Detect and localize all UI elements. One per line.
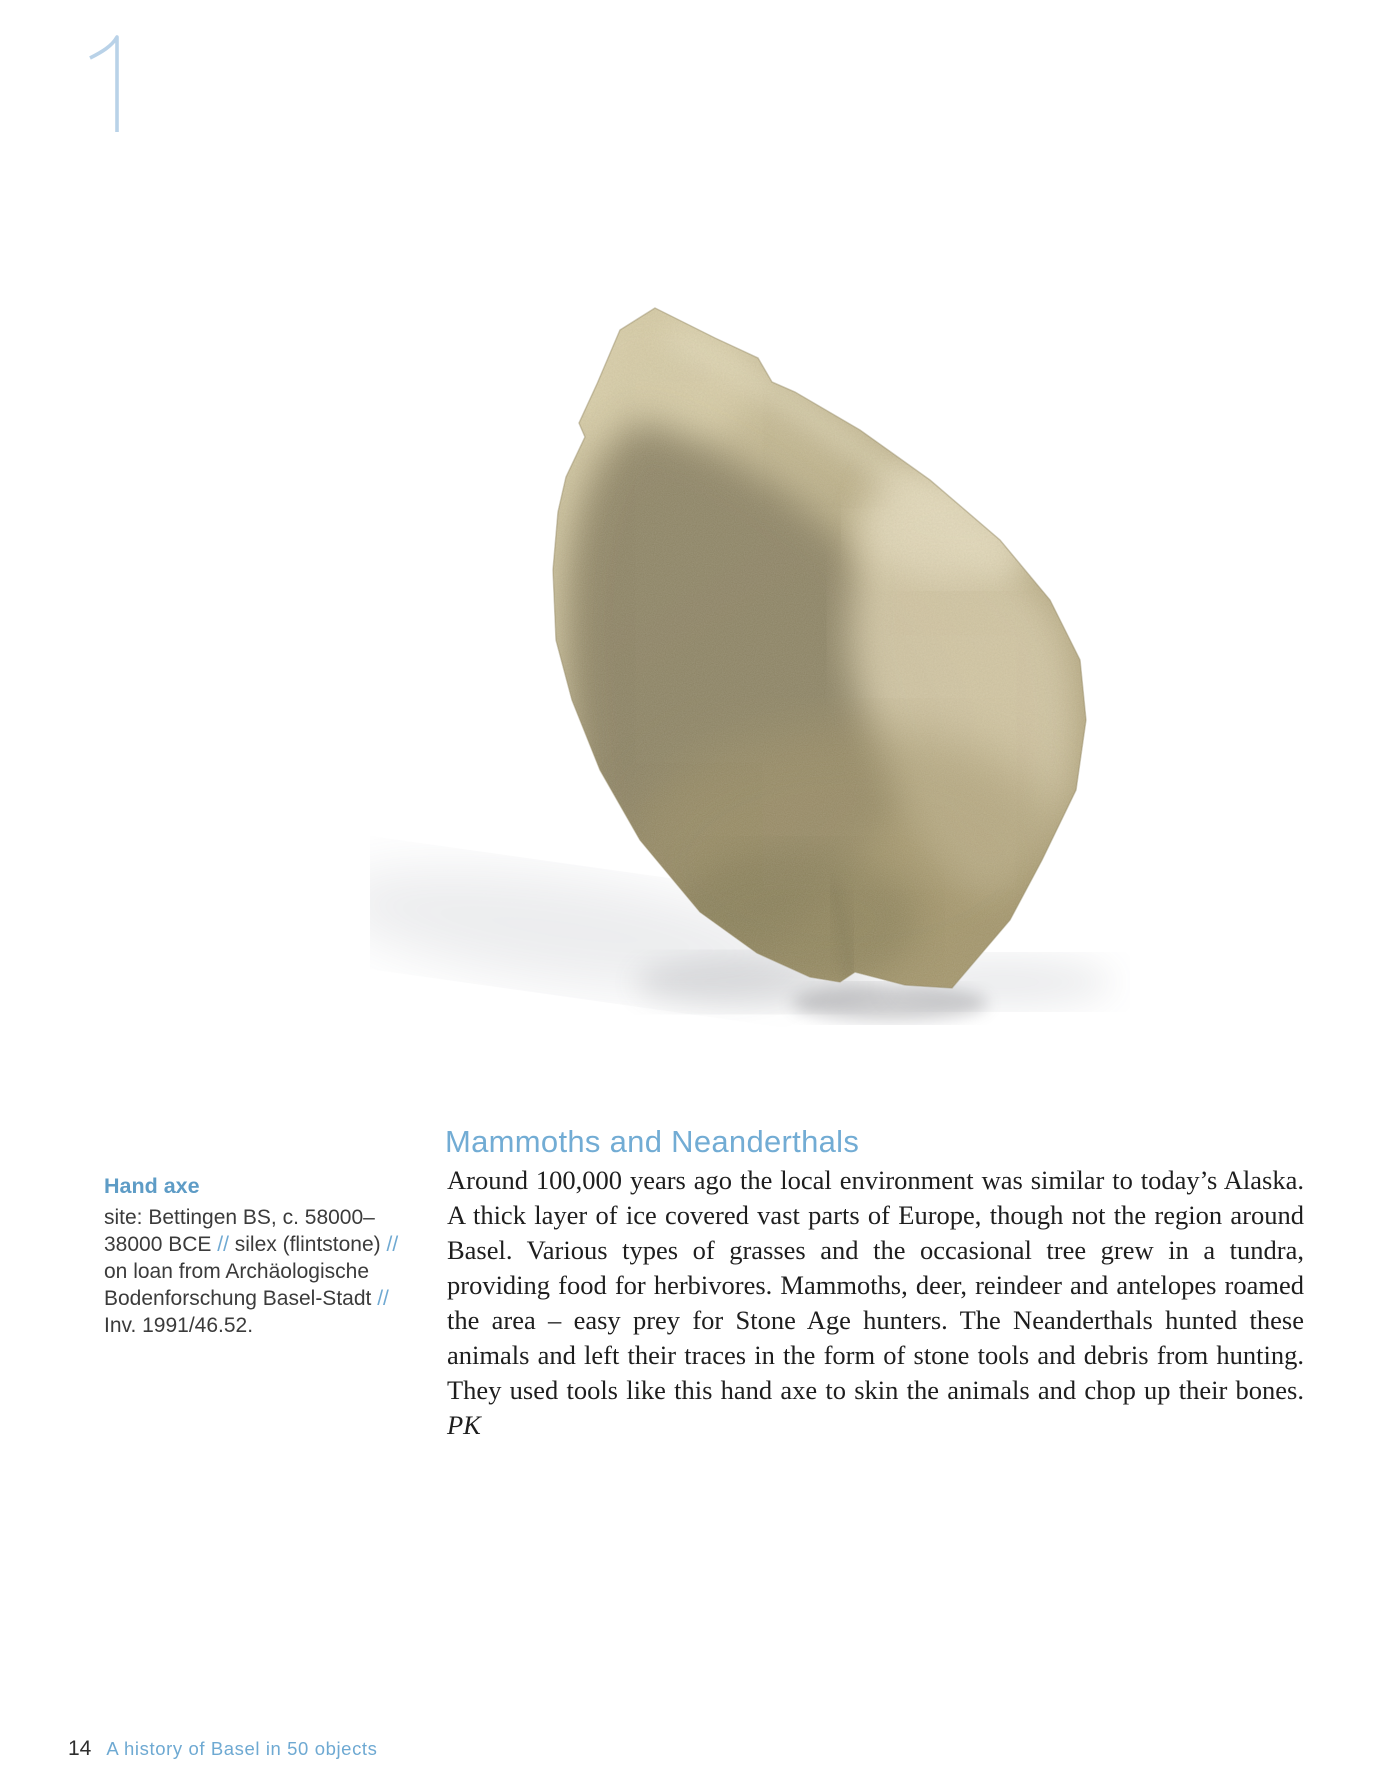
article-heading: Mammoths and Neanderthals (445, 1124, 860, 1159)
caption-line: site: Bettingen BS, c. 58000– (104, 1206, 375, 1229)
page-footer (68, 1737, 378, 1761)
chapter-number (82, 30, 132, 142)
article-body-text: Around 100,000 years ago the local environment was similar to today’s Alaska. A thick layer of ice covered vast parts of Europe, though not the region around Basel. Various types of grasses and the occasional tree grew in a tundra, providing food for herbivores. Mammoths, deer, reindeer and antelopes roamed the area – easy prey for Stone Age hunters. The Neanderthals hunted these animals and left their traces in the form of stone tools and debris from hunting. They used tools like this hand axe to skin the animals and chop up their bones. (447, 1165, 1304, 1405)
author-initials: PK (447, 1410, 481, 1440)
object-caption (104, 1174, 404, 1339)
caption-line: Inv. 1991/46.52. (104, 1314, 254, 1337)
slash-separator: // (386, 1233, 399, 1256)
caption-title: Hand axe (104, 1174, 200, 1198)
caption-line: Bodenforschung Basel-Stadt // (104, 1287, 389, 1310)
hand-axe-stone (370, 240, 1130, 1090)
caption-line: 38000 BCE // silex (flintstone) // (104, 1233, 399, 1256)
slash-separator: // (217, 1233, 229, 1256)
caption-lines (104, 1204, 404, 1339)
caption-line: on loan from Archäologische (104, 1260, 369, 1283)
running-title: A history of Basel in 50 objects (106, 1738, 378, 1759)
page-number: 14 (68, 1737, 92, 1760)
hand-axe-photo (370, 240, 1130, 1090)
slash-separator: // (377, 1287, 389, 1310)
chapter-number-glyph (82, 30, 132, 142)
article-body (447, 1163, 1304, 1443)
